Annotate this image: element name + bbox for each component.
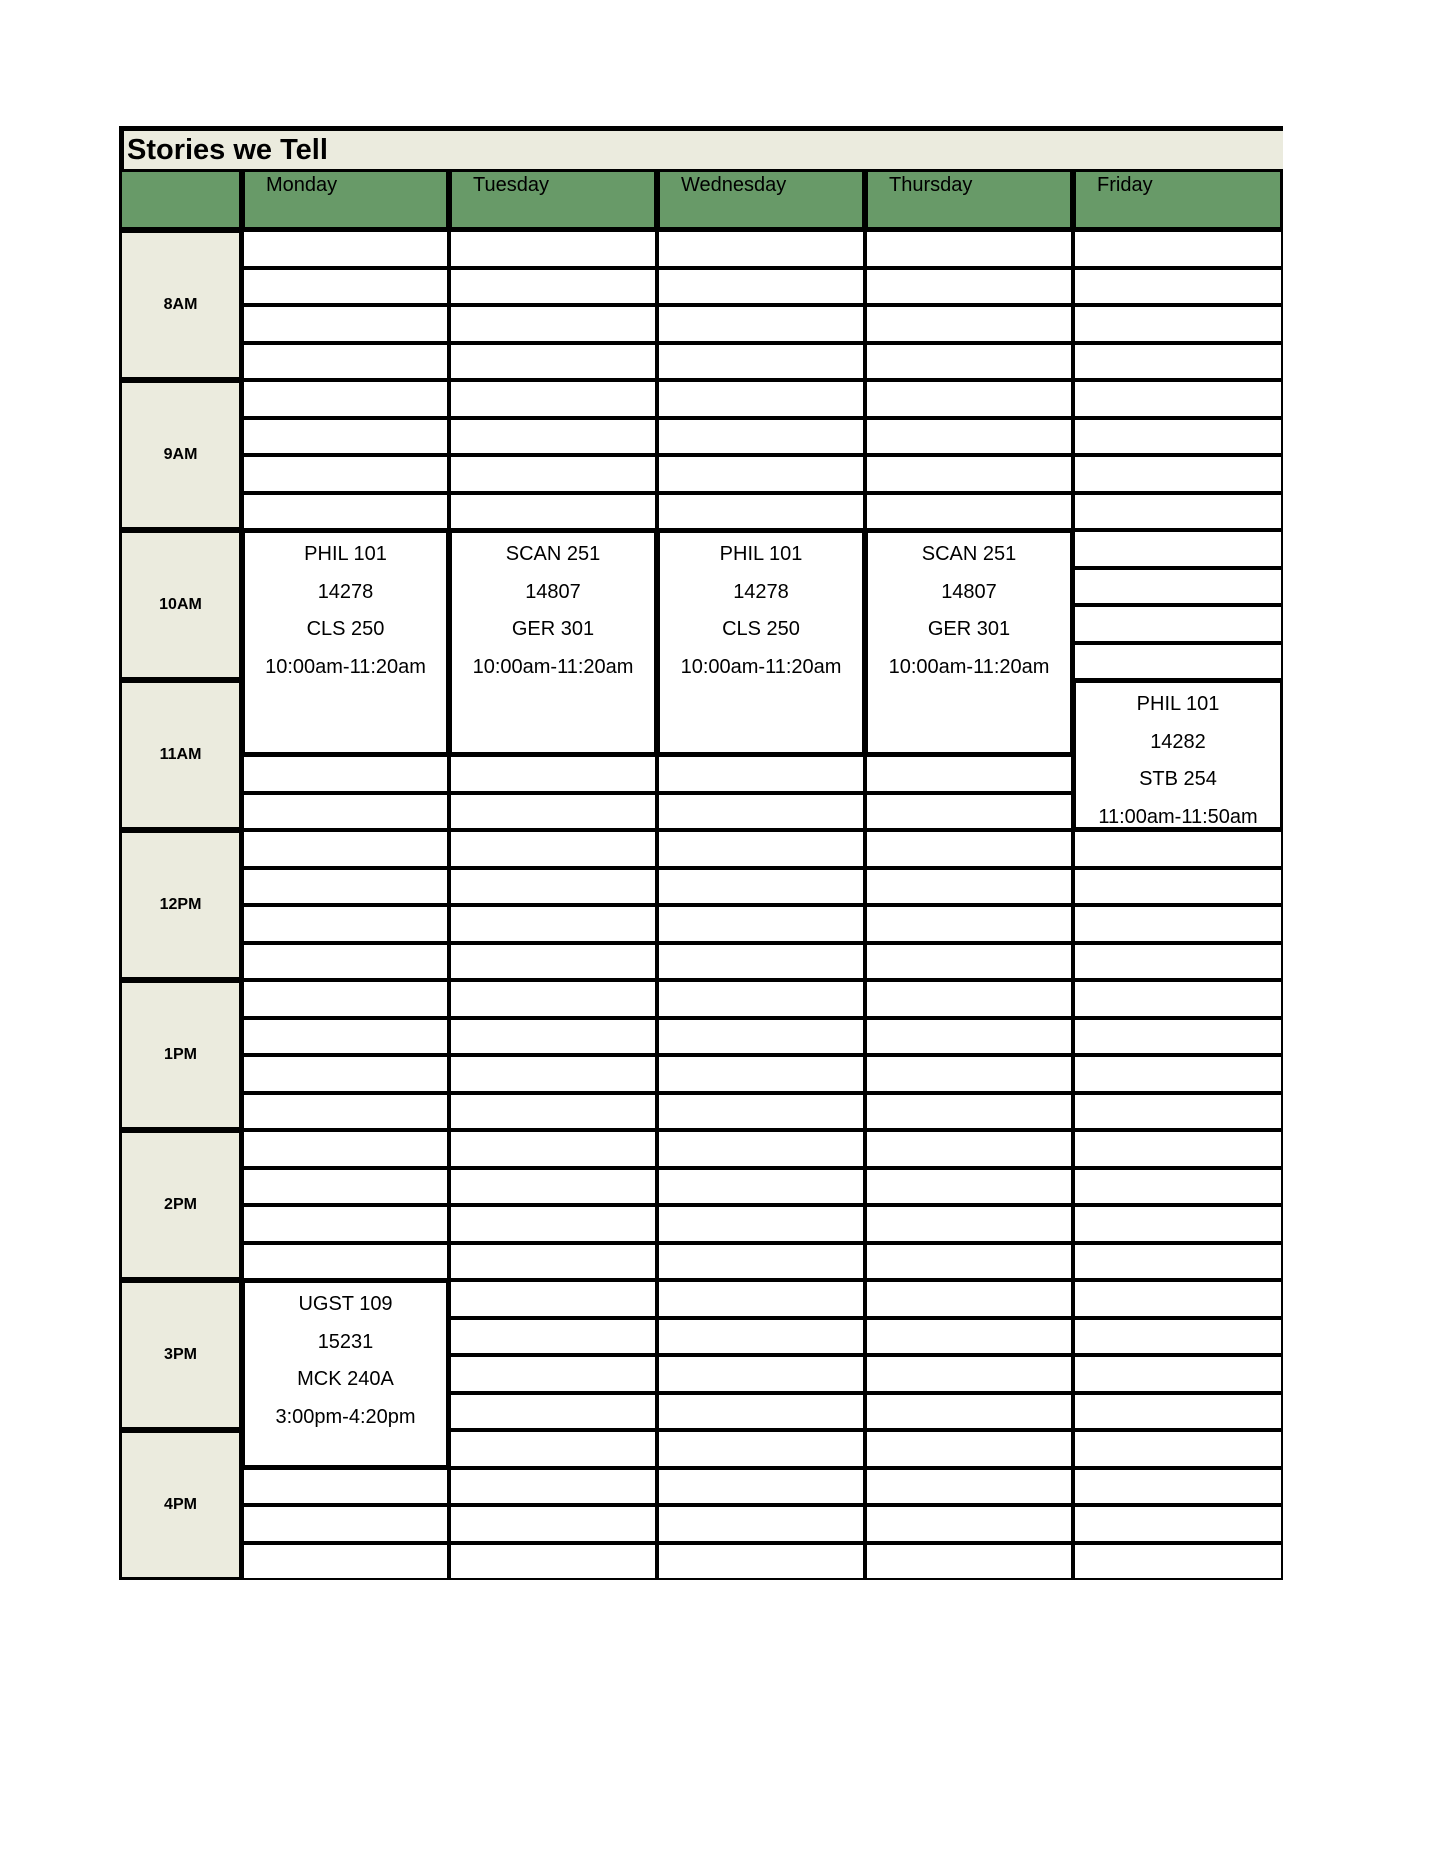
schedule-slot[interactable] xyxy=(865,305,1073,343)
time-label-2pm xyxy=(119,1130,242,1280)
schedule-slot[interactable] xyxy=(657,793,865,831)
schedule-slot[interactable] xyxy=(657,1205,865,1243)
schedule-slot[interactable] xyxy=(1073,305,1283,343)
schedule-slot[interactable] xyxy=(657,1430,865,1468)
schedule-slot[interactable] xyxy=(657,418,865,456)
schedule-slot[interactable] xyxy=(1073,1093,1283,1131)
schedule-slot[interactable] xyxy=(242,868,449,906)
class-room: GER 301 xyxy=(511,618,595,640)
time-label-text: 8AM xyxy=(163,296,198,313)
schedule-slot[interactable] xyxy=(449,343,657,381)
schedule-slot[interactable] xyxy=(449,1130,657,1168)
class-crn: 14282 xyxy=(1150,730,1206,753)
schedule-slot[interactable] xyxy=(1073,943,1283,981)
schedule-slot[interactable] xyxy=(865,1468,1073,1506)
schedule-slot[interactable] xyxy=(1073,1130,1283,1168)
class-time: 3:00pm-4:20pm xyxy=(275,1405,416,1428)
class-time: 10:00am-11:20am xyxy=(888,655,1050,678)
schedule-slot[interactable] xyxy=(449,1318,657,1356)
schedule-slot[interactable] xyxy=(449,1168,657,1206)
schedule-slot[interactable] xyxy=(242,1018,449,1056)
schedule-slot[interactable] xyxy=(242,305,449,343)
schedule-slot[interactable] xyxy=(242,230,449,268)
schedule-slot[interactable] xyxy=(242,1093,449,1131)
schedule-slot[interactable] xyxy=(865,1130,1073,1168)
schedule-slot[interactable] xyxy=(865,1280,1073,1318)
schedule-slot[interactable] xyxy=(865,343,1073,381)
time-label-text: 2PM xyxy=(164,1196,197,1213)
schedule-slot[interactable] xyxy=(449,755,657,793)
schedule-slot[interactable] xyxy=(449,830,657,868)
schedule-slot[interactable] xyxy=(449,1055,657,1093)
schedule-slot[interactable] xyxy=(865,980,1073,1018)
schedule-slot[interactable] xyxy=(1073,1018,1283,1056)
schedule-slot[interactable] xyxy=(865,380,1073,418)
schedule-slot[interactable] xyxy=(242,343,449,381)
schedule-slot[interactable] xyxy=(657,980,865,1018)
schedule-slot[interactable] xyxy=(865,755,1073,793)
class-course: SCAN 251 xyxy=(505,543,601,565)
schedule-slot[interactable] xyxy=(449,1280,657,1318)
schedule-slot[interactable] xyxy=(242,980,449,1018)
time-label-text: 1PM xyxy=(164,1046,197,1063)
schedule-slot[interactable] xyxy=(657,1093,865,1131)
schedule-slot[interactable] xyxy=(1073,380,1283,418)
class-block[interactable] xyxy=(1073,680,1283,830)
schedule-slot[interactable] xyxy=(242,830,449,868)
schedule-slot[interactable] xyxy=(449,418,657,456)
schedule-slot[interactable] xyxy=(1073,230,1283,268)
day-header-label: Friday xyxy=(1097,174,1153,196)
schedule-slot[interactable] xyxy=(242,905,449,943)
schedule-slot[interactable] xyxy=(1073,1393,1283,1431)
schedule-slot[interactable] xyxy=(1073,1468,1283,1506)
schedule-slot[interactable] xyxy=(449,230,657,268)
time-label-text: 12PM xyxy=(159,896,202,913)
schedule-slot[interactable] xyxy=(865,1243,1073,1281)
class-time: 10:00am-11:20am xyxy=(680,655,842,678)
class-crn: 14278 xyxy=(317,580,374,603)
class-room: CLS 250 xyxy=(722,618,800,640)
schedule-slot[interactable] xyxy=(1073,1055,1283,1093)
schedule-slot[interactable] xyxy=(865,1018,1073,1056)
time-label-1pm xyxy=(119,980,242,1130)
schedule-slot[interactable] xyxy=(449,943,657,981)
class-course: UGST 109 xyxy=(298,1293,393,1315)
time-label-8am xyxy=(119,230,242,380)
schedule-slot[interactable] xyxy=(1073,643,1283,681)
class-block[interactable] xyxy=(449,530,657,755)
schedule-slot[interactable] xyxy=(449,905,657,943)
schedule-slot[interactable] xyxy=(449,1468,657,1506)
schedule-slot[interactable] xyxy=(449,493,657,531)
schedule-slot[interactable] xyxy=(657,1280,865,1318)
schedule-slot[interactable] xyxy=(242,1243,449,1281)
class-crn: 14807 xyxy=(941,580,997,603)
schedule-slot[interactable] xyxy=(1073,1243,1283,1281)
schedule-slot[interactable] xyxy=(865,455,1073,493)
class-crn: 15231 xyxy=(317,1330,374,1353)
schedule-slot[interactable] xyxy=(657,1243,865,1281)
time-label-10am xyxy=(119,530,242,680)
class-course: PHIL 101 xyxy=(304,543,387,565)
class-course: PHIL 101 xyxy=(719,543,803,565)
class-time: 10:00am-11:20am xyxy=(472,655,634,678)
class-room: CLS 250 xyxy=(306,618,385,640)
time-label-text: 10AM xyxy=(159,596,202,613)
time-label-12pm xyxy=(119,830,242,980)
day-header-label: Wednesday xyxy=(681,174,787,196)
schedule-slot[interactable] xyxy=(449,1093,657,1131)
schedule-slot[interactable] xyxy=(865,1430,1073,1468)
class-block[interactable] xyxy=(865,530,1073,755)
schedule-slot[interactable] xyxy=(242,418,449,456)
class-block[interactable] xyxy=(657,530,865,755)
schedule-slot[interactable] xyxy=(657,343,865,381)
schedule-slot[interactable] xyxy=(657,1543,865,1581)
day-header-thursday xyxy=(865,169,1073,230)
schedule-slot[interactable] xyxy=(449,268,657,306)
time-label-text: 3PM xyxy=(164,1346,197,1363)
day-header-monday xyxy=(242,169,449,230)
class-room: GER 301 xyxy=(927,618,1011,640)
schedule-slot[interactable] xyxy=(449,1205,657,1243)
schedule-slot[interactable] xyxy=(657,268,865,306)
schedule-slot[interactable] xyxy=(1073,455,1283,493)
schedule-slot[interactable] xyxy=(1073,1280,1283,1318)
schedule-sheet xyxy=(119,126,1283,1605)
class-course: PHIL 101 xyxy=(1136,693,1220,715)
schedule-slot[interactable] xyxy=(657,455,865,493)
schedule-slot[interactable] xyxy=(1073,1205,1283,1243)
schedule-slot[interactable] xyxy=(657,380,865,418)
day-header-tuesday xyxy=(449,169,657,230)
class-course: SCAN 251 xyxy=(921,543,1017,565)
time-label-11am xyxy=(119,680,242,830)
day-header-label: Thursday xyxy=(889,174,973,196)
class-time: 11:00am-11:50am xyxy=(1098,805,1258,828)
schedule-slot[interactable] xyxy=(449,305,657,343)
schedule-grid xyxy=(119,169,1283,1605)
schedule-slot[interactable] xyxy=(865,830,1073,868)
time-label-text: 11AM xyxy=(159,746,202,763)
schedule-slot[interactable] xyxy=(242,1205,449,1243)
day-header-label: Monday xyxy=(266,174,338,196)
schedule-slot[interactable] xyxy=(657,1505,865,1543)
schedule-slot[interactable] xyxy=(449,455,657,493)
class-crn: 14278 xyxy=(733,580,789,603)
schedule-slot[interactable] xyxy=(242,1168,449,1206)
schedule-slot[interactable] xyxy=(449,1505,657,1543)
schedule-slot[interactable] xyxy=(865,943,1073,981)
schedule-slot[interactable] xyxy=(449,980,657,1018)
schedule-slot[interactable] xyxy=(1073,343,1283,381)
schedule-slot[interactable] xyxy=(242,455,449,493)
schedule-slot[interactable] xyxy=(242,1543,449,1581)
class-block[interactable] xyxy=(242,1280,449,1468)
schedule-slot[interactable] xyxy=(1073,868,1283,906)
schedule-slot[interactable] xyxy=(449,1430,657,1468)
schedule-slot[interactable] xyxy=(657,493,865,531)
schedule-slot[interactable] xyxy=(242,1130,449,1168)
time-label-4pm xyxy=(119,1430,242,1580)
schedule-slot[interactable] xyxy=(449,1355,657,1393)
schedule-slot[interactable] xyxy=(657,1393,865,1431)
schedule-slot[interactable] xyxy=(1073,418,1283,456)
time-label-9am xyxy=(119,380,242,530)
class-crn: 14807 xyxy=(525,580,581,603)
schedule-slot[interactable] xyxy=(865,1318,1073,1356)
schedule-slot[interactable] xyxy=(449,868,657,906)
schedule-title: Stories we Tell xyxy=(127,134,328,166)
schedule-slot[interactable] xyxy=(865,1393,1073,1431)
schedule-slot[interactable] xyxy=(865,230,1073,268)
schedule-slot[interactable] xyxy=(657,943,865,981)
schedule-slot[interactable] xyxy=(242,1468,449,1506)
schedule-slot[interactable] xyxy=(1073,568,1283,606)
schedule-slot[interactable] xyxy=(449,1018,657,1056)
schedule-slot[interactable] xyxy=(865,1543,1073,1581)
class-room: MCK 240A xyxy=(297,1368,394,1390)
schedule-slot[interactable] xyxy=(865,1055,1073,1093)
class-block[interactable] xyxy=(242,530,449,755)
day-header-wednesday xyxy=(657,169,865,230)
day-header-label: Tuesday xyxy=(473,174,549,196)
schedule-slot[interactable] xyxy=(657,868,865,906)
day-header-friday xyxy=(1073,169,1283,230)
schedule-slot[interactable] xyxy=(657,755,865,793)
schedule-slot[interactable] xyxy=(657,305,865,343)
schedule-slot[interactable] xyxy=(449,380,657,418)
schedule-slot[interactable] xyxy=(242,1505,449,1543)
schedule-slot[interactable] xyxy=(1073,1543,1283,1581)
schedule-slot[interactable] xyxy=(242,493,449,531)
schedule-slot[interactable] xyxy=(657,1168,865,1206)
schedule-slot[interactable] xyxy=(657,1468,865,1506)
schedule-slot[interactable] xyxy=(657,1355,865,1393)
schedule-slot[interactable] xyxy=(1073,905,1283,943)
header-corner xyxy=(119,169,242,230)
schedule-slot[interactable] xyxy=(865,1168,1073,1206)
class-time: 10:00am-11:20am xyxy=(265,655,426,678)
schedule-slot[interactable] xyxy=(865,905,1073,943)
schedule-slot[interactable] xyxy=(1073,1168,1283,1206)
schedule-slot[interactable] xyxy=(1073,980,1283,1018)
schedule-slot[interactable] xyxy=(449,793,657,831)
schedule-slot[interactable] xyxy=(865,793,1073,831)
time-label-3pm xyxy=(119,1280,242,1430)
schedule-slot[interactable] xyxy=(242,268,449,306)
schedule-slot[interactable] xyxy=(1073,493,1283,531)
schedule-slot[interactable] xyxy=(242,380,449,418)
schedule-slot[interactable] xyxy=(242,1055,449,1093)
schedule-slot[interactable] xyxy=(865,493,1073,531)
time-label-text: 9AM xyxy=(163,446,198,463)
schedule-slot[interactable] xyxy=(865,1093,1073,1131)
schedule-slot[interactable] xyxy=(449,1543,657,1581)
schedule-slot[interactable] xyxy=(657,830,865,868)
schedule-slot[interactable] xyxy=(865,268,1073,306)
schedule-slot[interactable] xyxy=(657,905,865,943)
schedule-slot[interactable] xyxy=(449,1393,657,1431)
schedule-slot[interactable] xyxy=(1073,1318,1283,1356)
schedule-slot[interactable] xyxy=(657,1055,865,1093)
time-label-text: 4PM xyxy=(164,1496,197,1513)
schedule-slot[interactable] xyxy=(1073,1430,1283,1468)
schedule-slot[interactable] xyxy=(242,943,449,981)
schedule-slot[interactable] xyxy=(865,1355,1073,1393)
title-bar xyxy=(119,126,1283,169)
schedule-slot[interactable] xyxy=(865,1205,1073,1243)
schedule-slot[interactable] xyxy=(657,1130,865,1168)
schedule-slot[interactable] xyxy=(865,1505,1073,1543)
schedule-slot[interactable] xyxy=(242,793,449,831)
schedule-slot[interactable] xyxy=(1073,605,1283,643)
schedule-slot[interactable] xyxy=(1073,1505,1283,1543)
schedule-slot[interactable] xyxy=(865,868,1073,906)
schedule-slot[interactable] xyxy=(1073,1355,1283,1393)
schedule-slot[interactable] xyxy=(242,755,449,793)
schedule-slot[interactable] xyxy=(657,230,865,268)
schedule-slot[interactable] xyxy=(657,1318,865,1356)
schedule-slot[interactable] xyxy=(449,1243,657,1281)
class-room: STB 254 xyxy=(1139,768,1217,790)
schedule-slot[interactable] xyxy=(865,418,1073,456)
schedule-slot[interactable] xyxy=(1073,530,1283,568)
schedule-slot[interactable] xyxy=(1073,268,1283,306)
schedule-slot[interactable] xyxy=(657,1018,865,1056)
